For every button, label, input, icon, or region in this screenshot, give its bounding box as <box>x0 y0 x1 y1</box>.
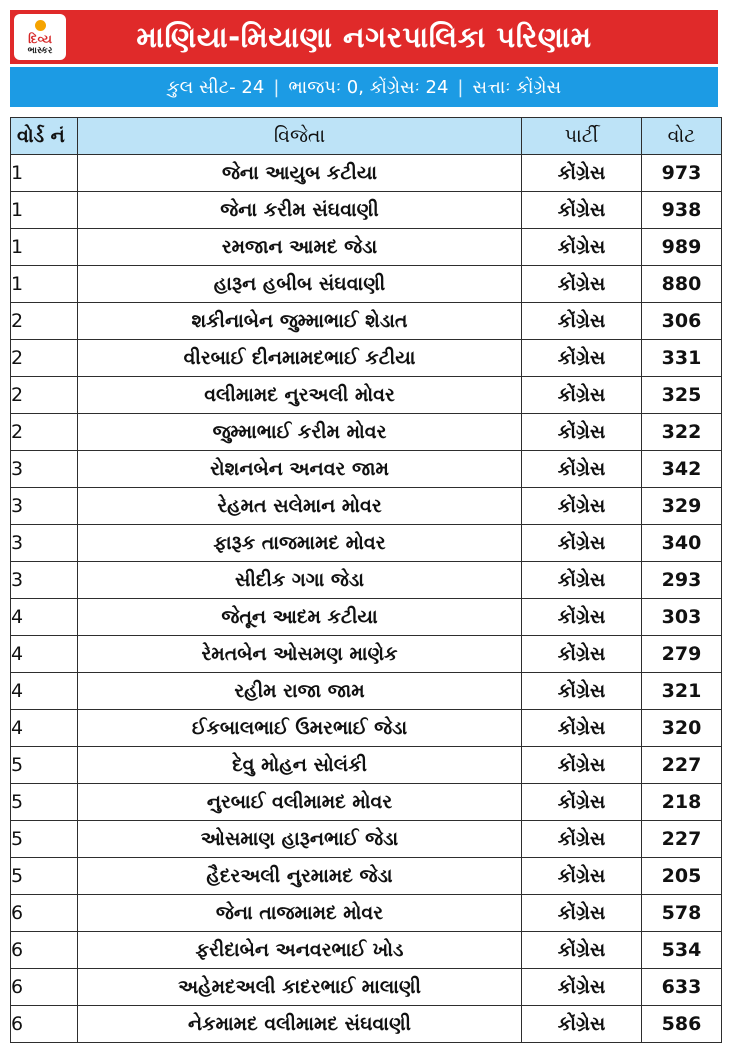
table-row <box>11 821 722 858</box>
ward-cell: 1 <box>11 155 78 192</box>
table-row <box>11 784 722 821</box>
total-seats: કુલ સીટ- 24 <box>166 76 265 98</box>
votes-cell: 205 <box>642 858 722 895</box>
votes-cell: 227 <box>642 747 722 784</box>
party-cell: કોંગ્રેસ <box>522 821 642 858</box>
winner-cell: જેના આયુબ કટીયા <box>78 155 522 192</box>
logo-line1: દિવ્ય <box>28 32 52 46</box>
winner-cell: રેહમત સલેમાન મોવર <box>78 488 522 525</box>
brand-logo <box>14 14 66 60</box>
party-cell: કોંગ્રેસ <box>522 451 642 488</box>
party-cell: કોંગ્રેસ <box>522 932 642 969</box>
winner-cell: રોશનબેન અનવર જામ <box>78 451 522 488</box>
header-votes: વોટ <box>642 118 722 155</box>
table-row <box>11 599 722 636</box>
header-ward: વોર્ડ નં <box>11 118 78 155</box>
votes-cell: 534 <box>642 932 722 969</box>
sun-icon <box>35 20 46 31</box>
ward-cell: 3 <box>11 562 78 599</box>
ward-cell: 5 <box>11 858 78 895</box>
results-table <box>10 117 722 1043</box>
party-cell: કોંગ્રેસ <box>522 599 642 636</box>
winner-cell: સીદીક ગગા જેડા <box>78 562 522 599</box>
winner-cell: જુમ્માભાઈ કરીમ મોવર <box>78 414 522 451</box>
votes-cell: 303 <box>642 599 722 636</box>
votes-cell: 340 <box>642 525 722 562</box>
party-cell: કોંગ્રેસ <box>522 858 642 895</box>
winner-cell: ઈકબાલભાઈ ઉમરભાઈ જેડા <box>78 710 522 747</box>
votes-cell: 227 <box>642 821 722 858</box>
ward-cell: 1 <box>11 266 78 303</box>
table-header-row <box>11 118 722 155</box>
ruling-party: સત્તાઃ કોંગ્રેસ <box>472 76 562 98</box>
logo-line2: ભાસ્કર <box>27 46 53 56</box>
winner-cell: ફરીદાબેન અનવરભાઈ ખોડ <box>78 932 522 969</box>
table-row <box>11 673 722 710</box>
winner-cell: અહેમદઅલી કાદરભાઈ માલાણી <box>78 969 522 1006</box>
votes-cell: 342 <box>642 451 722 488</box>
table-row <box>11 710 722 747</box>
table-row <box>11 932 722 969</box>
votes-cell: 322 <box>642 414 722 451</box>
votes-cell: 293 <box>642 562 722 599</box>
votes-cell: 320 <box>642 710 722 747</box>
votes-cell: 325 <box>642 377 722 414</box>
votes-cell: 321 <box>642 673 722 710</box>
votes-cell: 331 <box>642 340 722 377</box>
table-row <box>11 340 722 377</box>
votes-cell: 633 <box>642 969 722 1006</box>
title-bar <box>10 10 718 64</box>
ward-cell: 3 <box>11 451 78 488</box>
ward-cell: 1 <box>11 192 78 229</box>
table-body <box>11 155 722 1043</box>
winner-cell: હારૂન હબીબ સંઘવાણી <box>78 266 522 303</box>
table-row <box>11 229 722 266</box>
party-cell: કોંગ્રેસ <box>522 155 642 192</box>
ward-cell: 6 <box>11 969 78 1006</box>
winner-cell: નેકમામદ વલીમામદ સંઘવાણી <box>78 1006 522 1043</box>
table-row <box>11 451 722 488</box>
ward-cell: 6 <box>11 932 78 969</box>
votes-cell: 880 <box>642 266 722 303</box>
table-row <box>11 1006 722 1043</box>
party-cell: કોંગ્રેસ <box>522 229 642 266</box>
table-row <box>11 747 722 784</box>
party-cell: કોંગ્રેસ <box>522 303 642 340</box>
party-cell: કોંગ્રેસ <box>522 525 642 562</box>
table-row <box>11 525 722 562</box>
winner-cell: શકીનાબેન જુમ્માભાઈ શેડાત <box>78 303 522 340</box>
votes-cell: 938 <box>642 192 722 229</box>
party-cell: કોંગ્રેસ <box>522 340 642 377</box>
divider: | <box>457 76 464 98</box>
ward-cell: 4 <box>11 673 78 710</box>
table-row <box>11 858 722 895</box>
winner-cell: રહીમ રાજા જામ <box>78 673 522 710</box>
winner-cell: રમજાન આમદ જેડા <box>78 229 522 266</box>
table-row <box>11 488 722 525</box>
table-row <box>11 562 722 599</box>
table-row <box>11 266 722 303</box>
ward-cell: 4 <box>11 599 78 636</box>
ward-cell: 2 <box>11 414 78 451</box>
party-cell: કોંગ્રેસ <box>522 895 642 932</box>
votes-cell: 973 <box>642 155 722 192</box>
table-row <box>11 969 722 1006</box>
ward-cell: 4 <box>11 710 78 747</box>
table-row <box>11 414 722 451</box>
party-cell: કોંગ્રેસ <box>522 673 642 710</box>
winner-cell: ફારૂક તાજમામદ મોવર <box>78 525 522 562</box>
ward-cell: 2 <box>11 303 78 340</box>
party-cell: કોંગ્રેસ <box>522 636 642 673</box>
table-row <box>11 895 722 932</box>
votes-cell: 586 <box>642 1006 722 1043</box>
table-row <box>11 636 722 673</box>
party-cell: કોંગ્રેસ <box>522 562 642 599</box>
party-cell: કોંગ્રેસ <box>522 1006 642 1043</box>
winner-cell: જેના કરીમ સંઘવાણી <box>78 192 522 229</box>
header-party: પાર્ટી <box>522 118 642 155</box>
ward-cell: 3 <box>11 525 78 562</box>
votes-cell: 218 <box>642 784 722 821</box>
ward-cell: 5 <box>11 821 78 858</box>
winner-cell: ઓસમાણ હારૂનભાઈ જેડા <box>78 821 522 858</box>
party-cell: કોંગ્રેસ <box>522 377 642 414</box>
party-cell: કોંગ્રેસ <box>522 710 642 747</box>
ward-cell: 3 <box>11 488 78 525</box>
votes-cell: 279 <box>642 636 722 673</box>
party-seats: ભાજપઃ 0, કોંગ્રેસઃ 24 <box>288 76 449 98</box>
votes-cell: 989 <box>642 229 722 266</box>
winner-cell: વલીમામદ નુરઅલી મોવર <box>78 377 522 414</box>
winner-cell: નુરબાઈ વલીમામદ મોવર <box>78 784 522 821</box>
party-cell: કોંગ્રેસ <box>522 747 642 784</box>
winner-cell: રેમતબેન ઓસમણ માણેક <box>78 636 522 673</box>
party-cell: કોંગ્રેસ <box>522 969 642 1006</box>
party-cell: કોંગ્રેસ <box>522 192 642 229</box>
summary-bar <box>10 67 718 107</box>
table-row <box>11 155 722 192</box>
divider: | <box>273 76 280 98</box>
table-row <box>11 377 722 414</box>
ward-cell: 2 <box>11 340 78 377</box>
ward-cell: 6 <box>11 895 78 932</box>
votes-cell: 578 <box>642 895 722 932</box>
party-cell: કોંગ્રેસ <box>522 784 642 821</box>
ward-cell: 2 <box>11 377 78 414</box>
party-cell: કોંગ્રેસ <box>522 488 642 525</box>
table-row <box>11 192 722 229</box>
winner-cell: હૈદરઅલી નુરમામદ જેડા <box>78 858 522 895</box>
winner-cell: જેના તાજમામદ મોવર <box>78 895 522 932</box>
ward-cell: 4 <box>11 636 78 673</box>
votes-cell: 306 <box>642 303 722 340</box>
table-row <box>11 303 722 340</box>
winner-cell: વીરબાઈ દીનમામદભાઈ કટીયા <box>78 340 522 377</box>
ward-cell: 1 <box>11 229 78 266</box>
party-cell: કોંગ્રેસ <box>522 266 642 303</box>
ward-cell: 5 <box>11 747 78 784</box>
party-cell: કોંગ્રેસ <box>522 414 642 451</box>
winner-cell: જેતૂન આદમ કટીયા <box>78 599 522 636</box>
header-winner: વિજેતા <box>78 118 522 155</box>
ward-cell: 5 <box>11 784 78 821</box>
votes-cell: 329 <box>642 488 722 525</box>
ward-cell: 6 <box>11 1006 78 1043</box>
winner-cell: દેવુ મોહન સોલંકી <box>78 747 522 784</box>
page-title: માણિયા-મિયાણા નગરપાલિકા પરિણામ <box>136 19 592 54</box>
